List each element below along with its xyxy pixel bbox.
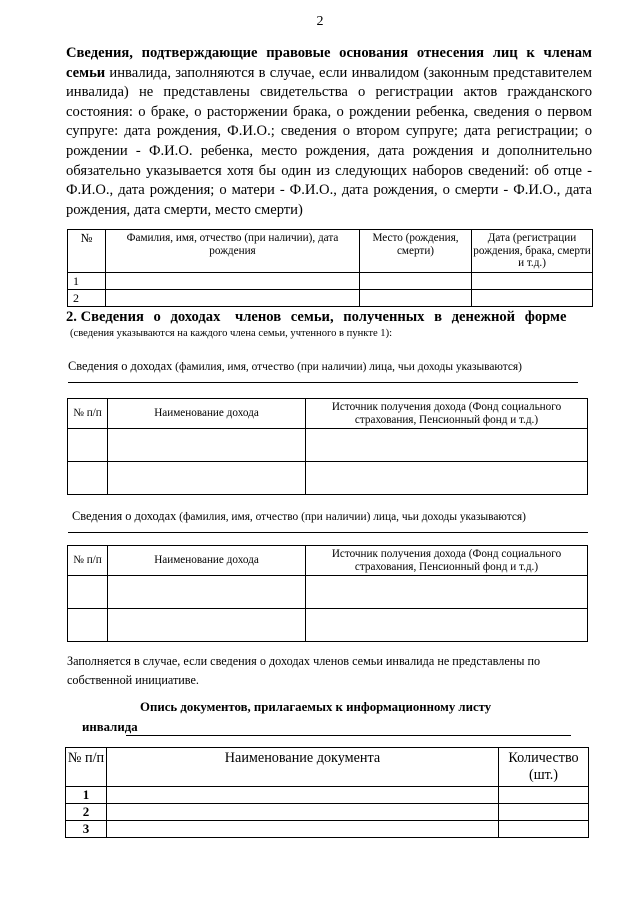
table-row	[66, 787, 589, 804]
column-header: Дата (регистрации рождения, брака, смерти и т.д.)	[472, 230, 593, 273]
table-row	[68, 576, 588, 609]
table-cell[interactable]	[499, 787, 589, 804]
column-header: № п/п	[68, 399, 108, 429]
income-table-1	[67, 398, 588, 495]
table-cell[interactable]	[68, 609, 108, 642]
column-header: Наименование дохода	[108, 399, 306, 429]
column-header: Наименование документа	[107, 748, 499, 787]
inventory-title: Опись документов, прилагаемых к информационному листу	[140, 700, 492, 714]
table-cell[interactable]	[499, 821, 589, 838]
table-cell[interactable]	[108, 576, 306, 609]
page-number: 2	[316, 14, 324, 29]
table-cell[interactable]	[108, 609, 306, 642]
family-section-paragraph	[66, 44, 592, 220]
family-members-table	[67, 229, 593, 307]
table-row	[68, 429, 588, 462]
table-row	[68, 609, 588, 642]
income-person-line-2[interactable]	[68, 532, 588, 533]
table-cell[interactable]	[107, 821, 499, 838]
income-section-note: (сведения указываются на каждого члена семьи, учтенного в пункте 1):	[70, 328, 393, 339]
table-header-row	[68, 546, 588, 576]
row-number: 1	[68, 273, 106, 290]
column-header: № п/п	[68, 546, 108, 576]
column-header: Количество (шт.)	[499, 748, 589, 787]
column-header: Наименование дохода	[108, 546, 306, 576]
income-person-line-1[interactable]	[68, 382, 578, 383]
table-cell[interactable]	[68, 576, 108, 609]
table-cell[interactable]	[106, 290, 360, 307]
table-cell[interactable]	[306, 462, 588, 495]
table-cell[interactable]	[499, 804, 589, 821]
table-cell[interactable]	[306, 609, 588, 642]
table-cell[interactable]	[68, 429, 108, 462]
table-cell[interactable]	[472, 273, 593, 290]
column-header: Место (рождения, смерти)	[360, 230, 472, 273]
table-cell[interactable]	[360, 273, 472, 290]
table-cell[interactable]	[306, 429, 588, 462]
income-person-label-2: Сведения о доходах (фамилия, имя, отчество (при наличии) лица, чьи доходы указываются)	[72, 509, 526, 523]
table-row	[68, 273, 593, 290]
table-row	[68, 462, 588, 495]
column-header: Источник получения дохода (Фонд социального страхования, Пенсионный фонд и т.д.)	[306, 546, 588, 576]
row-number: 2	[66, 804, 107, 821]
table-cell[interactable]	[472, 290, 593, 307]
income-person-label-1: Сведения о доходах (фамилия, имя, отчество (при наличии) лица, чьи доходы указываются)	[68, 359, 522, 373]
table-cell[interactable]	[108, 462, 306, 495]
inventory-table	[65, 747, 589, 838]
inventory-title-line2: инвалида	[82, 720, 138, 734]
table-header-row	[68, 399, 588, 429]
table-cell[interactable]	[306, 576, 588, 609]
column-header: Источник получения дохода (Фонд социального страхования, Пенсионный фонд и т.д.)	[306, 399, 588, 429]
table-header-row	[68, 230, 593, 273]
income-table-2	[67, 545, 588, 642]
table-cell[interactable]	[106, 273, 360, 290]
family-section-heading: Сведения, подтверждающие правовые основания отнесения лиц к членам семьи	[66, 45, 592, 81]
row-number: 2	[68, 290, 106, 307]
table-row	[68, 290, 593, 307]
table-cell[interactable]	[107, 787, 499, 804]
column-header: № п/п	[66, 748, 107, 787]
family-section-body: инвалида, заполняются в случае, если инвалидом (законным представителем инвалида) не представлены свидетельства о регистрации актов гражданского состояния: о браке, о расторжении брака, о рождении ребенка, сведения о первом супруге: дата рождения, Ф.И.О.; сведения о втором супруге; дата регистрации; о рождении - Ф.И.О. ребенка, место рождения, дата рождения и дополнительно обязательно указывается хотя бы один из следующих наборов сведений: об отце - Ф.И.О., дата рождения; о матери - Ф.И.О., дата рождения, о смерти - Ф.И.О., дата рождения, дата смерти, место смерти)	[66, 64, 592, 218]
table-row	[66, 821, 589, 838]
income-section-title: 2. Сведения о доходах членов семьи, полученных в денежной форме	[66, 309, 567, 325]
income-fill-note: Заполняется в случае, если сведения о доходах членов семьи инвалида не представлены по собственной инициативе.	[67, 654, 541, 687]
inventory-name-line[interactable]	[126, 735, 571, 736]
column-header: №	[68, 230, 106, 273]
table-header-row	[66, 748, 589, 787]
table-cell[interactable]	[107, 804, 499, 821]
table-cell[interactable]	[360, 290, 472, 307]
table-cell[interactable]	[68, 462, 108, 495]
table-row	[66, 804, 589, 821]
row-number: 1	[66, 787, 107, 804]
row-number: 3	[66, 821, 107, 838]
column-header: Фамилия, имя, отчество (при наличии), дата рождения	[106, 230, 360, 273]
table-cell[interactable]	[108, 429, 306, 462]
